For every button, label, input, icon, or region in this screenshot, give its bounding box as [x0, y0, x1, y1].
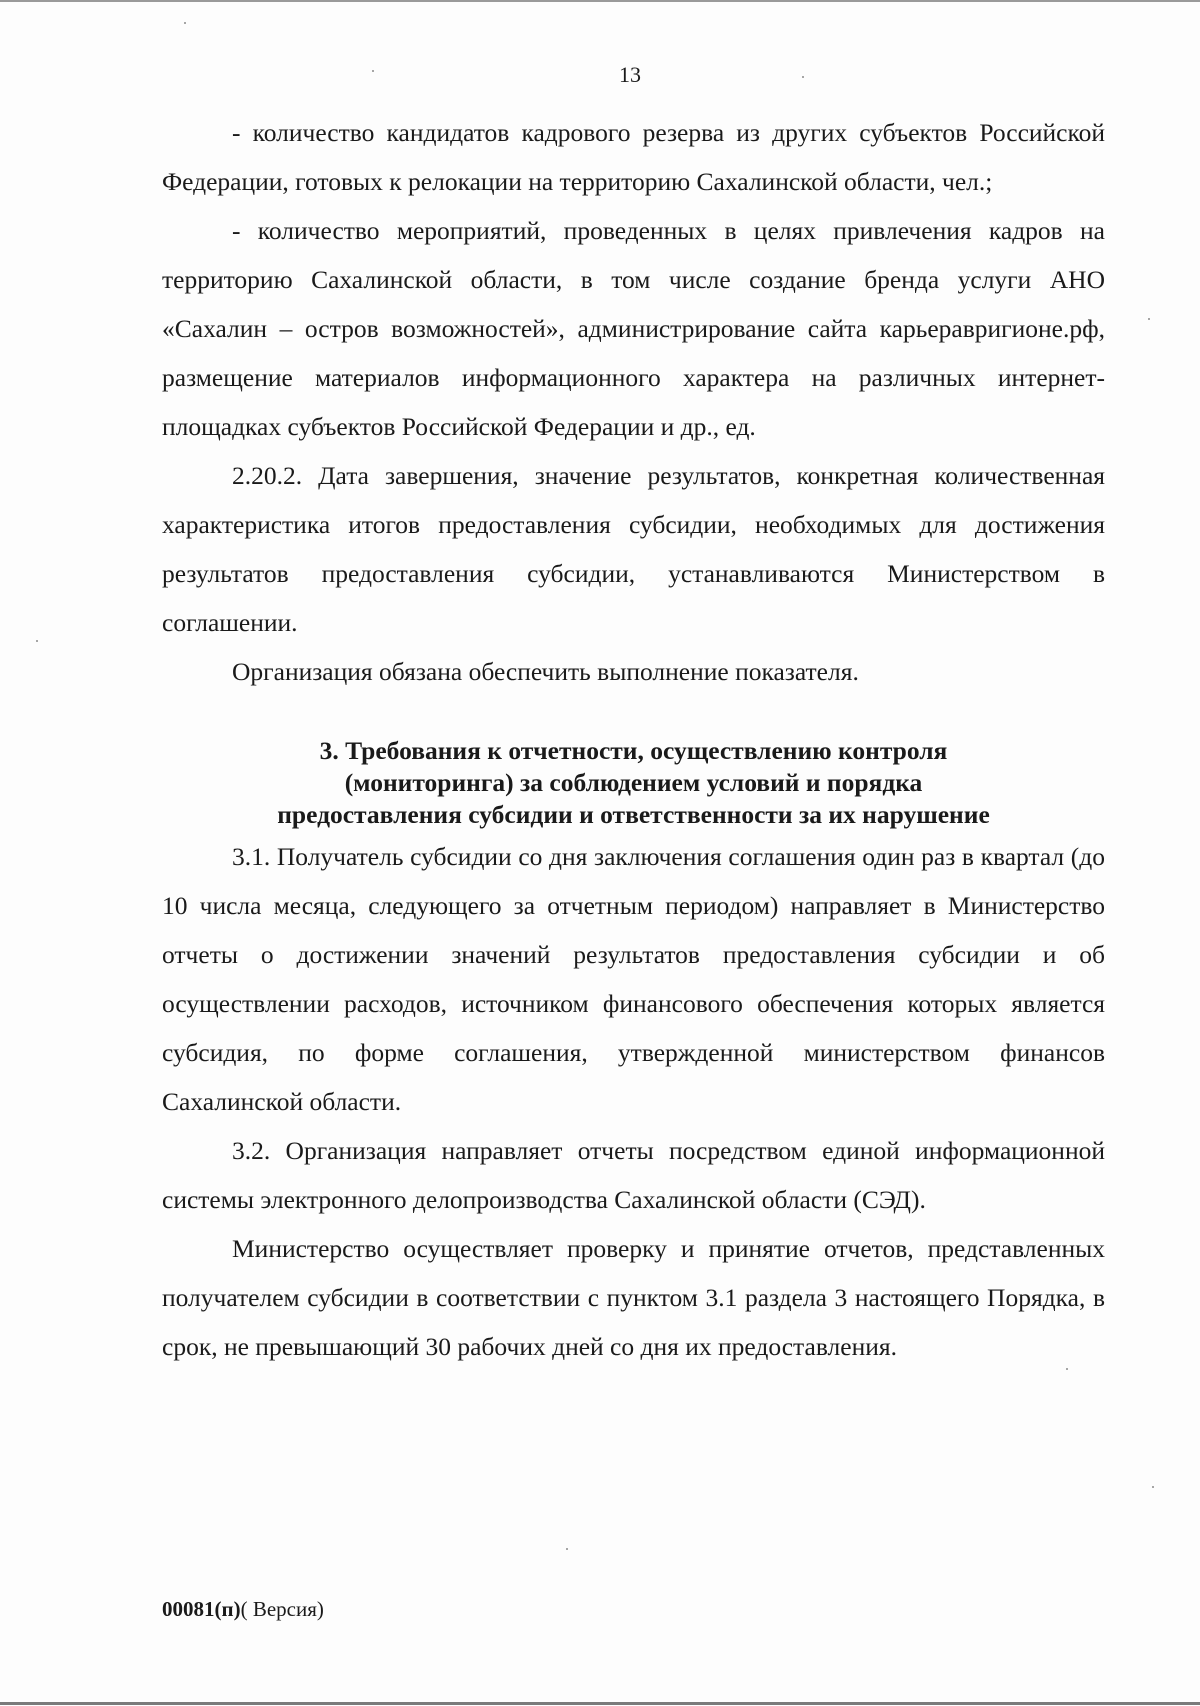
- paragraph-3-1: 3.1. Получатель субсидии со дня заключения соглашения один раз в квартал (до 10 числа месяца, следующего за отчетным периодом) направляет в Министерство отчеты о достижении значений результатов предоставления субсидии и об осуществлении расходов, источником финансового обеспечения которых является субсидия, по форме соглашения, утвержденной министерством финансов Сахалинской области.: [162, 842, 1105, 1116]
- scan-speck: [184, 22, 186, 24]
- scan-bottom-edge: [0, 1702, 1200, 1705]
- paragraph-ministry-review: Министерство осуществляет проверку и принятие отчетов, представленных получателем субсидии в соответствии с пунктом 3.1 раздела 3 настоящего Порядка, в срок, не превышающий 30 рабочих дней со дня их предоставления.: [162, 1234, 1105, 1361]
- paragraph-3-2: 3.2. Организация направляет отчеты посредством единой информационной системы электронного делопроизводства Сахалинской области (СЭД).: [162, 1136, 1105, 1214]
- paragraph-candidates-indicator: - количество кандидатов кадрового резерва из других субъектов Российской Федерации, готовых к релокации на территорию Сахалинской области, чел.;: [162, 118, 1105, 196]
- section-3-heading-line-1: 3. Требования к отчетности, осуществлению контроля: [319, 736, 948, 765]
- document-footer: [162, 1597, 324, 1622]
- scan-speck: [36, 640, 38, 642]
- document-version: ( Версия): [240, 1597, 324, 1621]
- scan-speck: [802, 76, 804, 78]
- section-3-heading-line-2: (мониторинга) за соблюдением условий и порядка: [344, 768, 923, 797]
- scan-speck: [372, 70, 374, 72]
- paragraph-obligation: Организация обязана обеспечить выполнение показателя.: [232, 657, 859, 686]
- page-number: 13: [619, 62, 641, 87]
- scan-speck: [1148, 318, 1150, 320]
- document-code: 00081(п): [162, 1597, 241, 1621]
- scan-speck: [566, 1548, 568, 1550]
- scan-top-edge: [0, 0, 1200, 2]
- paragraph-events-indicator: - количество мероприятий, проведенных в целях привлечения кадров на территорию Сахалинской области, в том числе создание бренда услуги АНО «Сахалин – остров возможностей», администрирование сайта карьеравригионе.рф, размещение материалов информационного характера на различных интернет-площадках субъектов Российской Федерации и др., ед.: [162, 216, 1105, 441]
- paragraph-2-20-2: 2.20.2. Дата завершения, значение результатов, конкретная количественная характеристика итогов предоставления субсидии, необходимых для достижения результатов предоставления субсидии, устанавливаются Министерством в соглашении.: [162, 461, 1105, 637]
- section-3-heading: [162, 735, 1105, 831]
- section-3-heading-line-3: предоставления субсидии и ответственности за их нарушение: [277, 800, 990, 829]
- scan-speck: [1066, 1368, 1068, 1370]
- document-body: [162, 108, 1105, 1371]
- scan-speck: [1152, 1486, 1154, 1488]
